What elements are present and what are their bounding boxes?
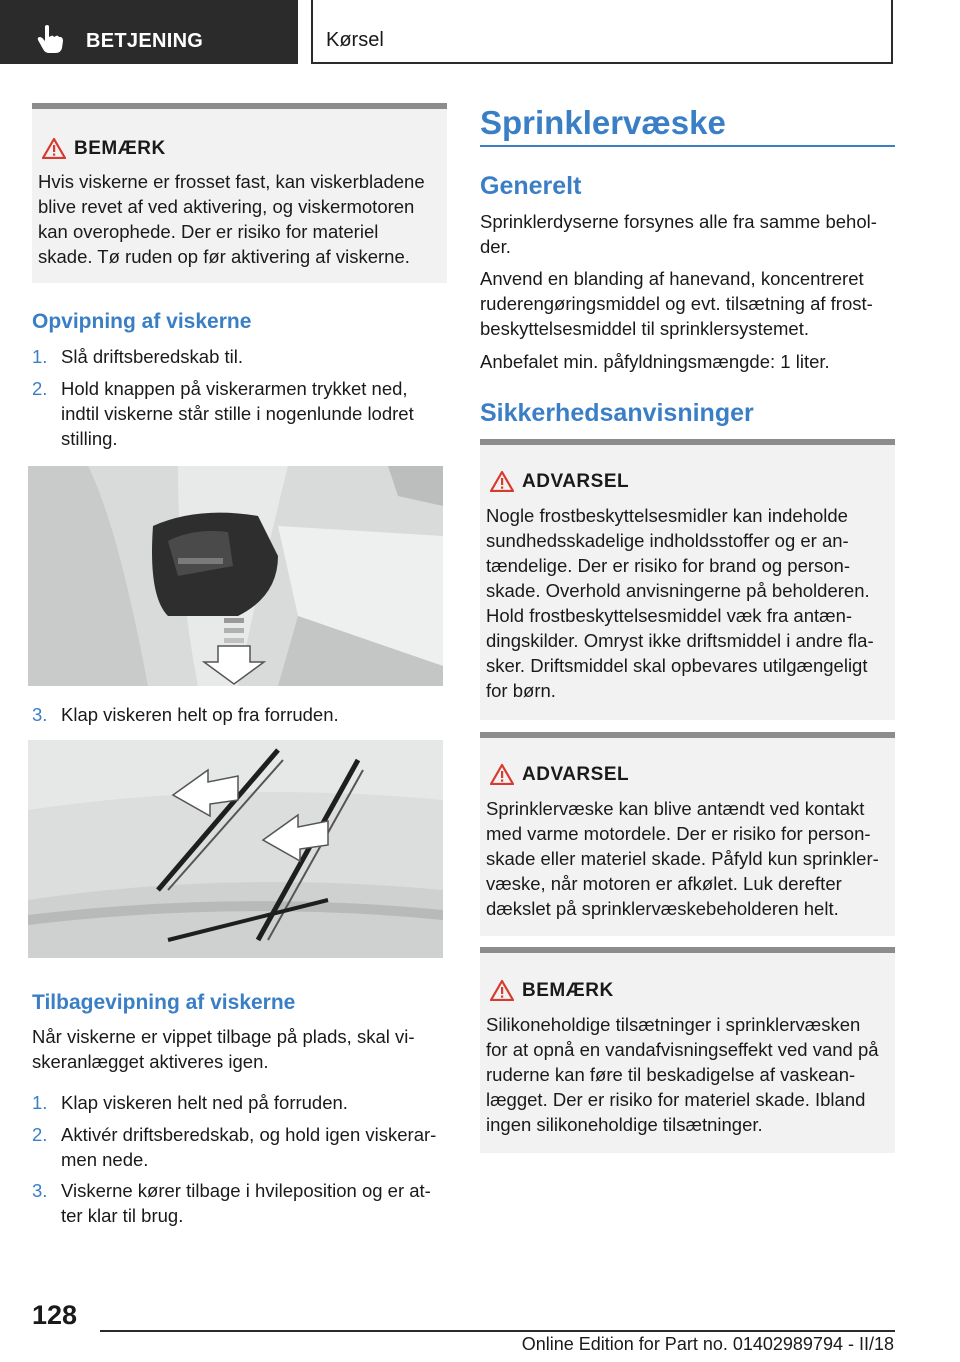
notice-line: Hvis viskerne er frosset fast, kan viskerbladene	[38, 171, 425, 192]
warning-triangle-icon	[490, 763, 514, 785]
notice-advarsel-ignition	[480, 732, 895, 936]
notice-line: ingen silikoneholdige tilsætninger.	[486, 1114, 763, 1135]
heading-tilbagevipning: Tilbagevipning af viskerne	[32, 991, 296, 1014]
heading-generelt: Generelt	[480, 172, 582, 200]
para-line: der.	[480, 236, 511, 257]
notice-line: kan overophede. Der er risiko for materiel	[38, 221, 379, 242]
paragraph	[480, 266, 895, 341]
list-text: men nede.	[61, 1149, 149, 1170]
notice-line: for børn.	[486, 680, 556, 701]
list-number: 2.	[32, 378, 48, 399]
warning-triangle-icon	[490, 470, 514, 492]
paragraph	[480, 349, 895, 374]
list-text: stilling.	[61, 428, 118, 449]
para-line: Når viskerne er vippet tilbage på plads, skal vi-	[32, 1026, 415, 1047]
notice-heading: BEMÆRK	[522, 980, 614, 1001]
para-line: skeranlægget aktiveres igen.	[32, 1051, 269, 1072]
list-text: Klap viskeren helt ned på forruden.	[61, 1092, 348, 1113]
heading-sprinklervaeske: Sprinklervæske	[480, 104, 726, 141]
warning-triangle-icon	[42, 137, 66, 159]
list-number: 3.	[32, 1180, 48, 1201]
list-text: Aktivér driftsberedskab, og hold igen viskerar-	[61, 1124, 437, 1145]
notice-line: Hold frostbeskyttelsesmiddel væk fra antæn-	[486, 605, 853, 626]
heading-underline	[480, 145, 895, 147]
list-text: ter klar til brug.	[61, 1205, 184, 1226]
notice-line: skade. Tø ruden op før aktivering af viskerne.	[38, 246, 410, 267]
notice-line: sker. Driftsmiddel skal opbevares utilgængeligt	[486, 655, 868, 676]
page-number: 128	[32, 1300, 78, 1330]
list-number: 2.	[32, 1124, 48, 1145]
notice-body	[486, 503, 887, 703]
notice-line: dingskilder. Omryst ikke driftsmiddel i andre fla-	[486, 630, 874, 651]
para-line: Sprinklerdyserne forsynes alle fra samme behol-	[480, 211, 877, 232]
list-number: 1.	[32, 346, 48, 367]
notice-line: med varme motordele. Der er risiko for person-	[486, 823, 871, 844]
list-text: indtil viskerne står stille i nogenlunde lodret	[61, 403, 414, 424]
list-text: Viskerne kører tilbage i hvileposition og er at-	[61, 1180, 431, 1201]
notice-line: tændelige. Der er risiko for brand og person-	[486, 555, 851, 576]
header-section-tab	[0, 0, 298, 64]
wipers-windshield-illustration	[28, 740, 443, 958]
notice-heading: ADVARSEL	[522, 764, 630, 785]
notice-line: for at opnå en vandafvisningseffekt ved vand på	[486, 1039, 879, 1060]
list-text: Klap viskeren helt op fra forruden.	[61, 704, 339, 725]
notice-line: ruderne kan føre til beskadigelse af vaskean-	[486, 1064, 856, 1085]
list-number: 1.	[32, 1092, 48, 1113]
hand-pointer-icon	[36, 24, 64, 54]
heading-sikkerhedsanvisninger: Sikkerhedsanvisninger	[480, 399, 754, 427]
footer-edition: Online Edition for Part no. 01402989794 - II/18	[521, 1334, 894, 1354]
notice-advarsel-frost	[480, 439, 895, 720]
notice-body	[38, 169, 439, 269]
wiper-arm-illustration	[28, 466, 443, 686]
header-chapter-title: Kørsel	[326, 29, 384, 51]
notice-line: sundhedsskadelige indholdsstoffer og er an-	[486, 530, 849, 551]
notice-line: dækslet på sprinklervæskebeholderen helt.	[486, 898, 839, 919]
notice-heading: BEMÆRK	[74, 138, 166, 159]
list-text: Hold knappen på viskerarmen trykket ned,	[61, 378, 408, 399]
heading-opvipning: Opvipning af viskerne	[32, 310, 252, 333]
notice-line: Sprinklervæske kan blive antændt ved kontakt	[486, 798, 865, 819]
para-line: Anvend en blanding af hanevand, koncentreret	[480, 268, 864, 289]
list-text: Slå driftsberedskab til.	[61, 346, 244, 367]
notice-bemaerk-silicone	[480, 947, 895, 1153]
para-line: beskyttelsesmiddel til sprinklersystemet.	[480, 318, 809, 339]
footer-rule	[100, 1330, 895, 1332]
list-number: 3.	[32, 704, 48, 725]
notice-line: skade eller materiel skade. Påfyld kun sprinkler-	[486, 848, 879, 869]
notice-body	[486, 1012, 887, 1137]
warning-triangle-icon	[490, 979, 514, 1001]
figure-wipers-folded-up	[28, 740, 443, 958]
notice-line: væske, når motoren er afkølet. Luk derefter	[486, 873, 842, 894]
para-line: Anbefalet min. påfyldningsmængde: 1 liter.	[480, 351, 830, 372]
header-chapter-box	[311, 0, 893, 64]
figure-wiper-arm-button	[28, 466, 443, 686]
paragraph	[480, 209, 895, 259]
para-line: ruderengøringsmiddel og evt. tilsætning af frost-	[480, 293, 873, 314]
notice-line: Nogle frostbeskyttelsesmidler kan indeholde	[486, 505, 848, 526]
notice-line: lægget. Der er risiko for materiel skade. Ibland	[486, 1089, 866, 1110]
notice-heading: ADVARSEL	[522, 471, 630, 492]
notice-line: Silikoneholdige tilsætninger i sprinklervæsken	[486, 1014, 861, 1035]
notice-line: blive revet af ved aktivering, og viskermotoren	[38, 196, 415, 217]
header-section-title: BETJENING	[86, 30, 204, 52]
notice-body	[486, 796, 887, 921]
paragraph-intro	[32, 1024, 447, 1074]
notice-bemaerk-wipers	[32, 103, 447, 283]
notice-line: skade. Overhold anvisningerne på beholderen.	[486, 580, 870, 601]
